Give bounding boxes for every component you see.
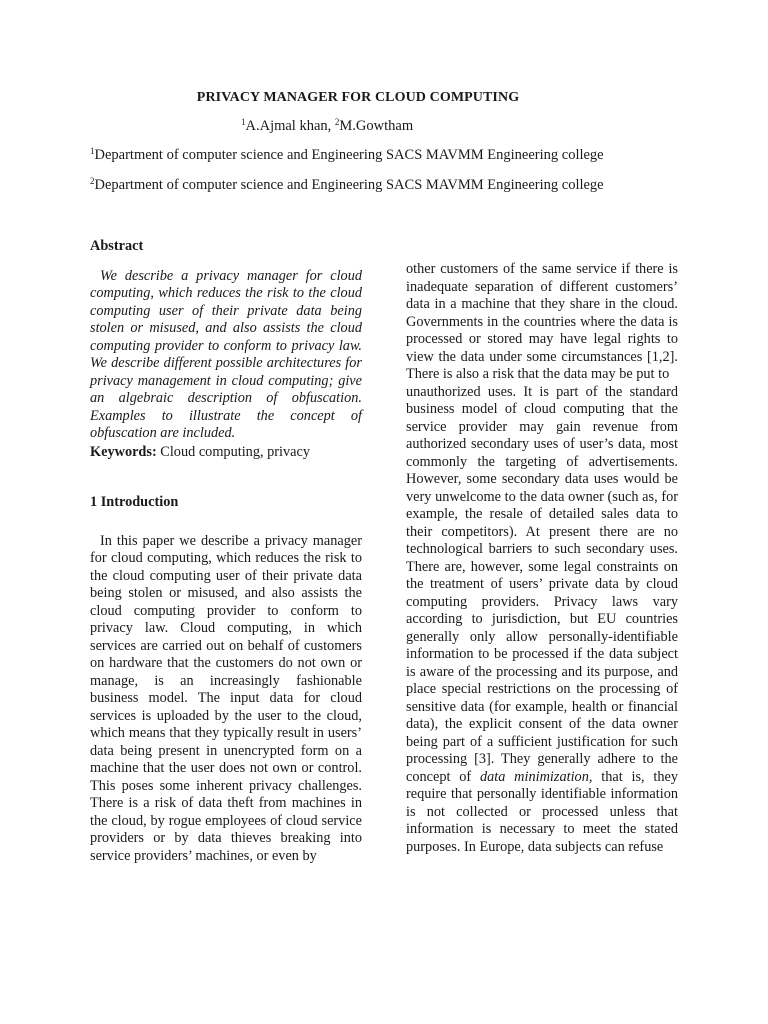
keywords-text: Cloud computing, privacy [156,443,310,460]
author1-name: A.Ajmal khan, [245,118,335,134]
left-column [90,238,362,865]
paper-title: PRIVACY MANAGER FOR CLOUD COMPUTING [196,90,520,105]
keywords [90,444,362,462]
affiliation-1 [90,147,604,164]
affiliation-2 [90,177,604,194]
keywords-label: Keywords: [90,443,157,460]
affiliation-1-superscript: 1 [90,146,95,156]
introduction-heading: 1 Introduction [90,494,179,510]
authors-line [241,118,413,135]
author2-superscript: 2 [334,117,340,127]
right-text-part-b: , that is, they require that personally identifiable information is not collected or processed unless that information is necessary to meet the stated purposes. In Europe, data subjects can refuse [406,768,678,855]
right-column-paragraph-1: other customers of the same service if there is inadequate separation of different customers’ data in a machine that they share in the cloud. Governments in the countries where the data is processed or stored may have legal rights to view the data under some circumstances [1,2]. There is also a risk that the data may be put to [406,261,678,382]
author1-superscript: 1 [241,117,246,127]
author2-name: M.Gowtham [339,118,414,134]
affiliation-1-text: Department of computer science and Engineering SACS MAVMM Engineering college [94,147,604,163]
affiliation-2-superscript: 2 [90,176,95,186]
abstract-heading: Abstract [90,238,144,254]
right-column-paragraph-2 [406,384,678,857]
right-text-part-a: unauthorized uses. It is part of the standard business model of cloud computing that the service provider may gain revenue from authorized secondary uses of user’s data, most commonly the targeting of advertisements. However, some secondary data uses would be very unwelcome to the data owner (such as, for example, the resale of detailed sales data to their competitors). At present there are no technological barriers to such secondary uses. There are, however, some legal constraints on the treatment of users’ private data by cloud computing providers. Privacy laws vary according to jurisdiction, but EU countries generally only allow personally-identifiable information to be processed if the data subject is aware of the processing and its purpose, and place special restrictions on the processing of sensitive data (for example, health or financial data), the explicit consent of the data owner being part of a sufficient justification for such processing [3]. They generally adhere to the concept of [406,383,678,785]
right-column [406,261,678,856]
introduction-text: In this paper we describe a privacy manager for cloud computing, which reduces the risk to the cloud computing user of their private data being stolen or misused, and also assists the cloud computing provider to conform to privacy law. Cloud computing, in which services are carried out on behalf of customers on hardware that the customers do not own or manage, is an increasingly fashionable business model. The input data for cloud services is uploaded by the user to the cloud, which means that they typically result in users’ data being present in unencrypted form on a machine that the user does not own or control. This poses some inherent privacy challenges. There is a risk of data theft from machines in the cloud, by rogue employees of cloud service providers or by data thieves breaking into service providers’ machines, or even by [90,532,362,864]
affiliation-2-text: Department of computer science and Engineering SACS MAVMM Engineering college [94,177,604,193]
data-minimization-term: data minimization [479,768,589,785]
abstract-text: We describe a privacy manager for cloud computing, which reduces the risk to the cloud computing user of their private data being stolen or misused, and also assists the cloud computing provider to conform to privacy law. We describe different possible architectures for privacy management in cloud computing; give an algebraic description of obfuscation. Examples to illustrate the concept of obfuscation are included. [90,267,362,441]
